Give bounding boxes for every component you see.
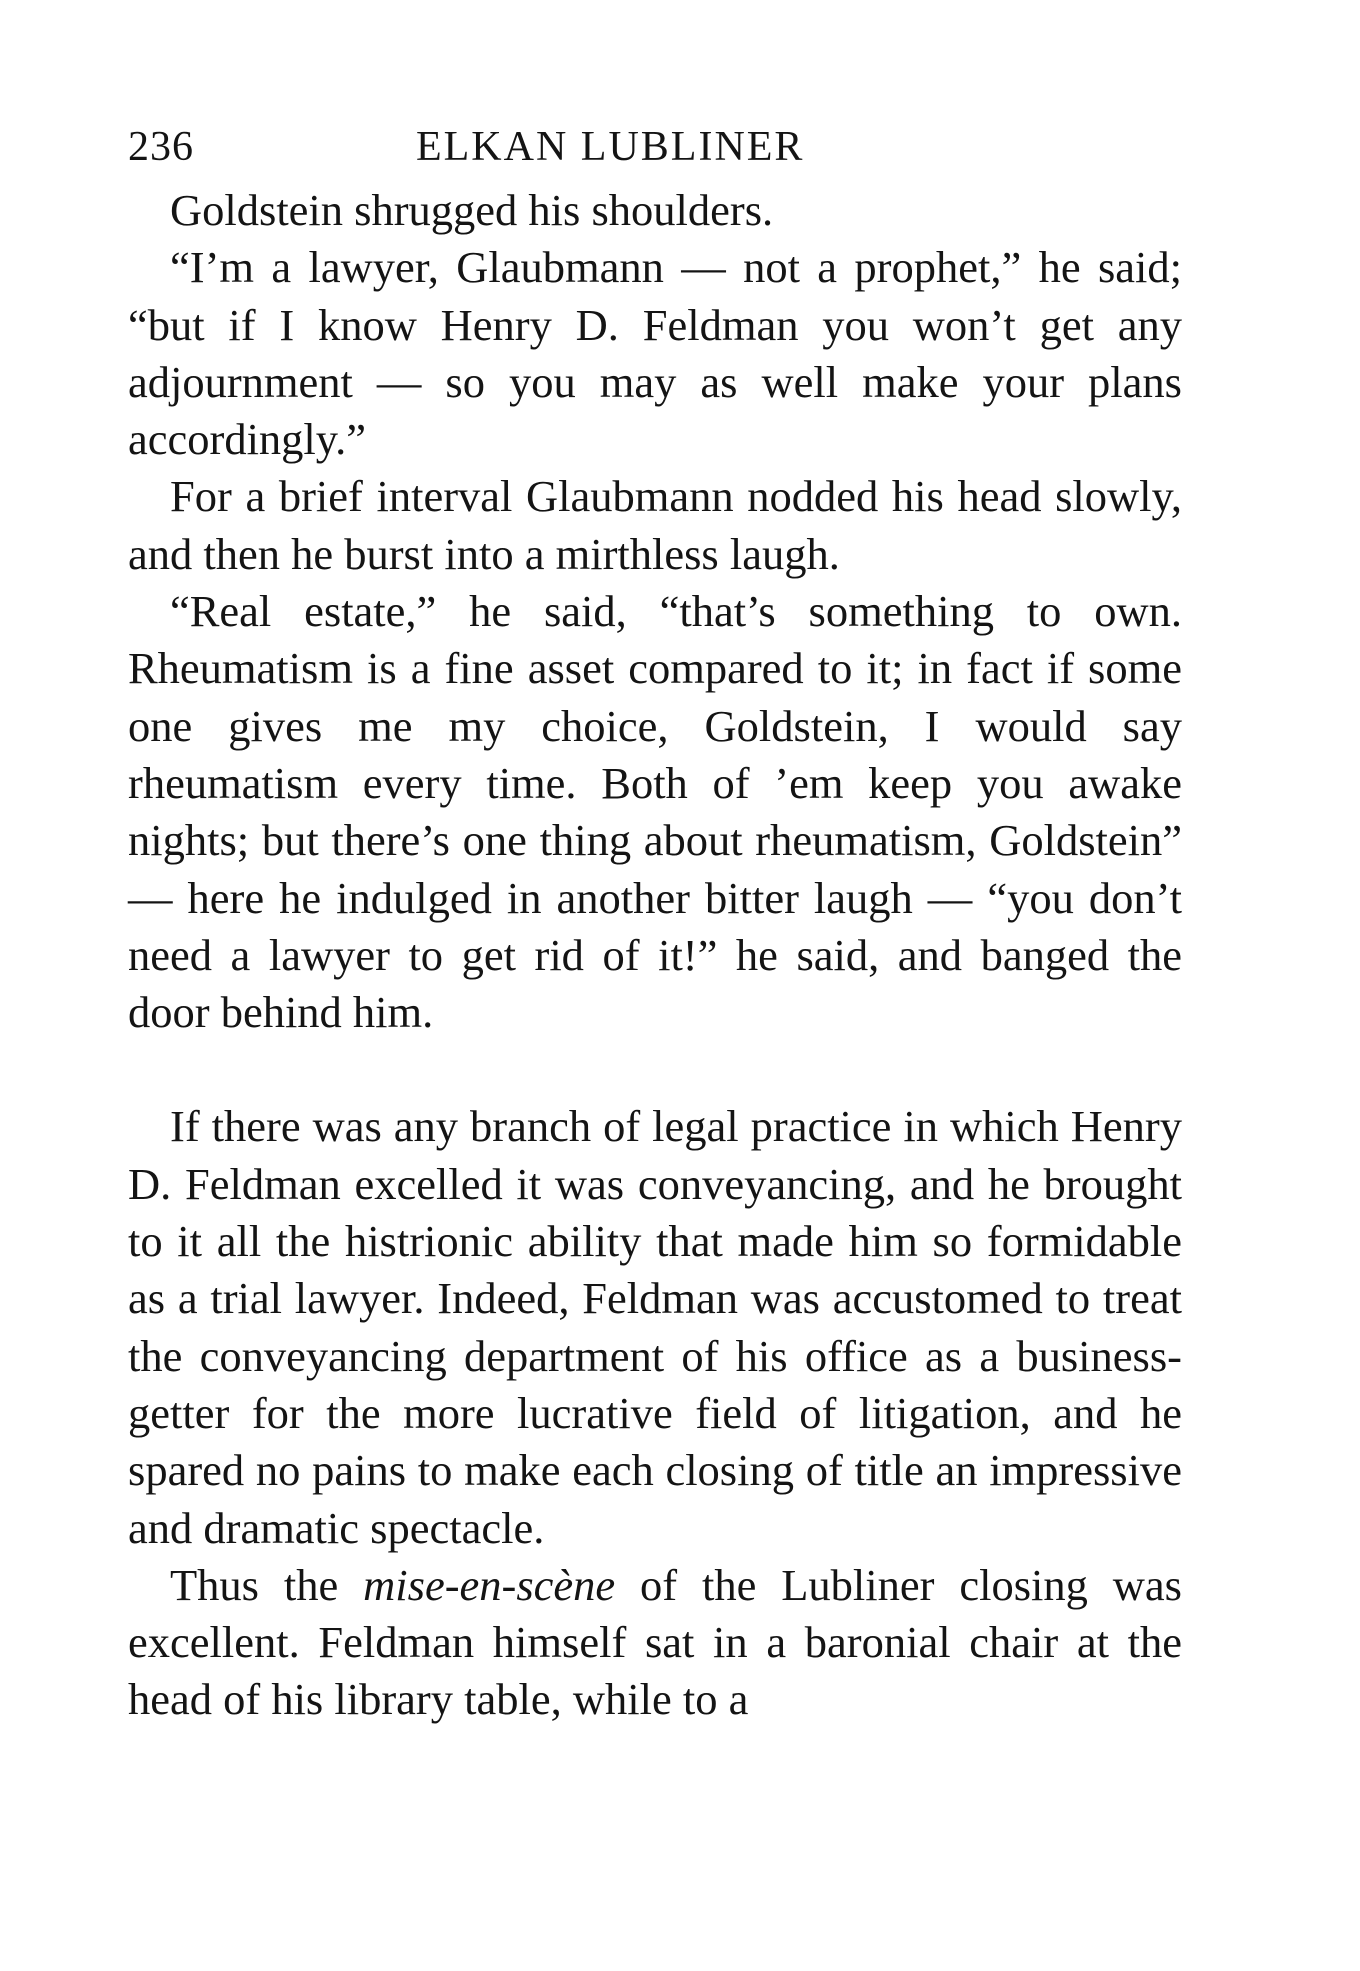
paragraph-6 [128, 1557, 1182, 1729]
paragraph-1: Goldstein shrugged his shoulders. [170, 185, 774, 235]
paragraph-5: If there was any branch of legal practice in which Henry D. Feldman excelled it was conveyancing, and he brought to it all the histrionic ability that made him so formidable as a trial lawyer. Indeed, Feldman was accustomed to treat the conveyancing department of his office as a business-getter for the more lucrative field of litigation, and he spared no pains to make each closing of title an impressive and dramatic spectacle. [128, 1101, 1182, 1553]
paragraph-2: “I’m a lawyer, Glaubmann — not a prophet,” he said; “but if I know Henry D. Feldman you won’t get any adjournment — so you may as well make your plans accordingly.” [128, 242, 1182, 465]
paragraph-6-start: Thus the [170, 1559, 364, 1610]
page-number: 236 [128, 124, 194, 170]
section-break [128, 1041, 1182, 1098]
running-head [128, 118, 1182, 176]
paragraph-4: “Real estate,” he said, “that’s something to own. Rheumatism is a fine asset compared to it; in fact if some one gives me my choice, Goldstein, I would say rheumatism every time. Both of ’em keep you awake nights; but there’s one thing about rheumatism, Goldstein” — here he indulged in another bitter laugh — “you don’t need a lawyer to get rid of it!” he said, and banged the door behind him. [128, 586, 1182, 1038]
paragraph-6-end: of the Lubliner closing was excellent. Feldman himself sat in a baronial chair at the head of his library table, while to a [128, 1559, 1182, 1725]
running-title: ELKAN LUBLINER [416, 124, 805, 170]
paragraph-3: For a brief interval Glaubmann nodded his head slowly, and then he burst into a mirthless laugh. [128, 471, 1182, 579]
book-page [128, 118, 1182, 1729]
italic-phrase: mise-en-scène [363, 1559, 616, 1610]
